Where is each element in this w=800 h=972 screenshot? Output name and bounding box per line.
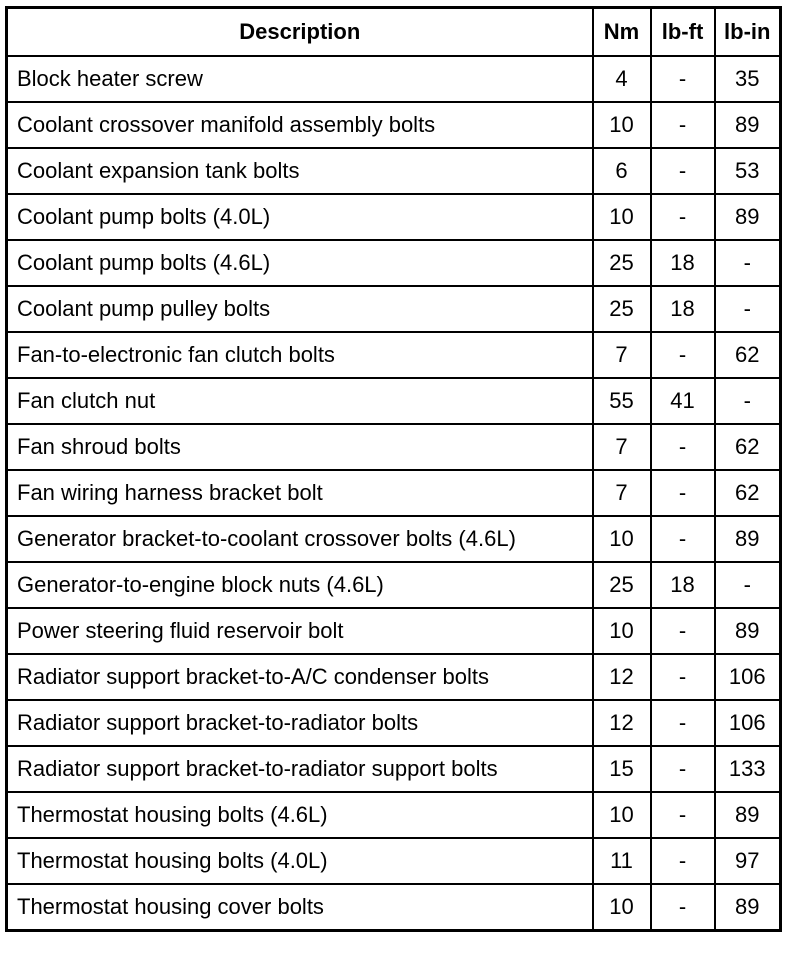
cell-lbft: - <box>651 102 715 148</box>
cell-lbin: 133 <box>715 746 781 792</box>
cell-nm: 7 <box>593 470 651 516</box>
table-row <box>7 56 781 102</box>
table-row <box>7 516 781 562</box>
cell-lbin: 97 <box>715 838 781 884</box>
table-row <box>7 792 781 838</box>
cell-description: Radiator support bracket-to-radiator support bolts <box>7 746 593 792</box>
header-row <box>7 8 781 57</box>
cell-nm: 55 <box>593 378 651 424</box>
cell-lbin: 89 <box>715 792 781 838</box>
cell-description: Block heater screw <box>7 56 593 102</box>
cell-lbft: - <box>651 424 715 470</box>
table-row <box>7 286 781 332</box>
cell-description: Fan clutch nut <box>7 378 593 424</box>
header-lbin: lb-in <box>715 8 781 57</box>
cell-description: Thermostat housing bolts (4.0L) <box>7 838 593 884</box>
table-row <box>7 838 781 884</box>
table-row <box>7 148 781 194</box>
cell-description: Coolant pump bolts (4.0L) <box>7 194 593 240</box>
cell-lbin: 35 <box>715 56 781 102</box>
cell-lbin: 62 <box>715 332 781 378</box>
cell-description: Power steering fluid reservoir bolt <box>7 608 593 654</box>
cell-lbin: - <box>715 240 781 286</box>
cell-description: Coolant pump bolts (4.6L) <box>7 240 593 286</box>
cell-nm: 10 <box>593 194 651 240</box>
cell-nm: 10 <box>593 608 651 654</box>
cell-lbft: 41 <box>651 378 715 424</box>
cell-lbin: - <box>715 286 781 332</box>
cell-lbft: - <box>651 838 715 884</box>
cell-description: Radiator support bracket-to-A/C condenser bolts <box>7 654 593 700</box>
header-nm: Nm <box>593 8 651 57</box>
cell-lbin: 62 <box>715 424 781 470</box>
cell-lbin: 89 <box>715 608 781 654</box>
table-header <box>7 8 781 57</box>
cell-lbft: 18 <box>651 240 715 286</box>
cell-nm: 10 <box>593 884 651 931</box>
cell-lbin: 53 <box>715 148 781 194</box>
cell-description: Generator bracket-to-coolant crossover bolts (4.6L) <box>7 516 593 562</box>
torque-spec-table <box>5 6 782 932</box>
table-row <box>7 194 781 240</box>
cell-lbin: - <box>715 378 781 424</box>
cell-lbft: - <box>651 792 715 838</box>
cell-description: Coolant expansion tank bolts <box>7 148 593 194</box>
cell-description: Thermostat housing bolts (4.6L) <box>7 792 593 838</box>
cell-lbin: 89 <box>715 194 781 240</box>
cell-description: Fan-to-electronic fan clutch bolts <box>7 332 593 378</box>
table-row <box>7 654 781 700</box>
cell-lbft: 18 <box>651 286 715 332</box>
cell-lbft: - <box>651 516 715 562</box>
cell-description: Fan wiring harness bracket bolt <box>7 470 593 516</box>
cell-lbft: - <box>651 884 715 931</box>
cell-lbft: - <box>651 148 715 194</box>
table-row <box>7 700 781 746</box>
table-row <box>7 562 781 608</box>
table-row <box>7 884 781 931</box>
cell-description: Coolant crossover manifold assembly bolts <box>7 102 593 148</box>
cell-description: Radiator support bracket-to-radiator bolts <box>7 700 593 746</box>
cell-lbin: 89 <box>715 884 781 931</box>
cell-lbft: - <box>651 194 715 240</box>
table-body <box>7 56 781 931</box>
cell-nm: 12 <box>593 700 651 746</box>
cell-lbft: - <box>651 746 715 792</box>
cell-lbft: 18 <box>651 562 715 608</box>
cell-nm: 12 <box>593 654 651 700</box>
cell-nm: 10 <box>593 102 651 148</box>
table-row <box>7 332 781 378</box>
cell-lbft: - <box>651 332 715 378</box>
table-row <box>7 746 781 792</box>
table-row <box>7 470 781 516</box>
cell-nm: 25 <box>593 562 651 608</box>
cell-description: Generator-to-engine block nuts (4.6L) <box>7 562 593 608</box>
cell-lbft: - <box>651 470 715 516</box>
cell-lbft: - <box>651 56 715 102</box>
cell-nm: 25 <box>593 240 651 286</box>
table-row <box>7 424 781 470</box>
cell-nm: 11 <box>593 838 651 884</box>
cell-nm: 6 <box>593 148 651 194</box>
cell-lbin: 106 <box>715 654 781 700</box>
table-row <box>7 102 781 148</box>
header-lbft: lb-ft <box>651 8 715 57</box>
cell-lbin: 106 <box>715 700 781 746</box>
cell-nm: 25 <box>593 286 651 332</box>
cell-lbft: - <box>651 608 715 654</box>
header-description: Description <box>7 8 593 57</box>
cell-lbft: - <box>651 700 715 746</box>
cell-nm: 7 <box>593 332 651 378</box>
cell-nm: 4 <box>593 56 651 102</box>
cell-description: Fan shroud bolts <box>7 424 593 470</box>
cell-lbft: - <box>651 654 715 700</box>
cell-nm: 7 <box>593 424 651 470</box>
cell-lbin: 62 <box>715 470 781 516</box>
cell-description: Coolant pump pulley bolts <box>7 286 593 332</box>
cell-nm: 10 <box>593 792 651 838</box>
cell-nm: 10 <box>593 516 651 562</box>
table-row <box>7 240 781 286</box>
table-row <box>7 608 781 654</box>
cell-lbin: 89 <box>715 102 781 148</box>
cell-lbin: 89 <box>715 516 781 562</box>
cell-lbin: - <box>715 562 781 608</box>
cell-description: Thermostat housing cover bolts <box>7 884 593 931</box>
cell-nm: 15 <box>593 746 651 792</box>
table-row <box>7 378 781 424</box>
